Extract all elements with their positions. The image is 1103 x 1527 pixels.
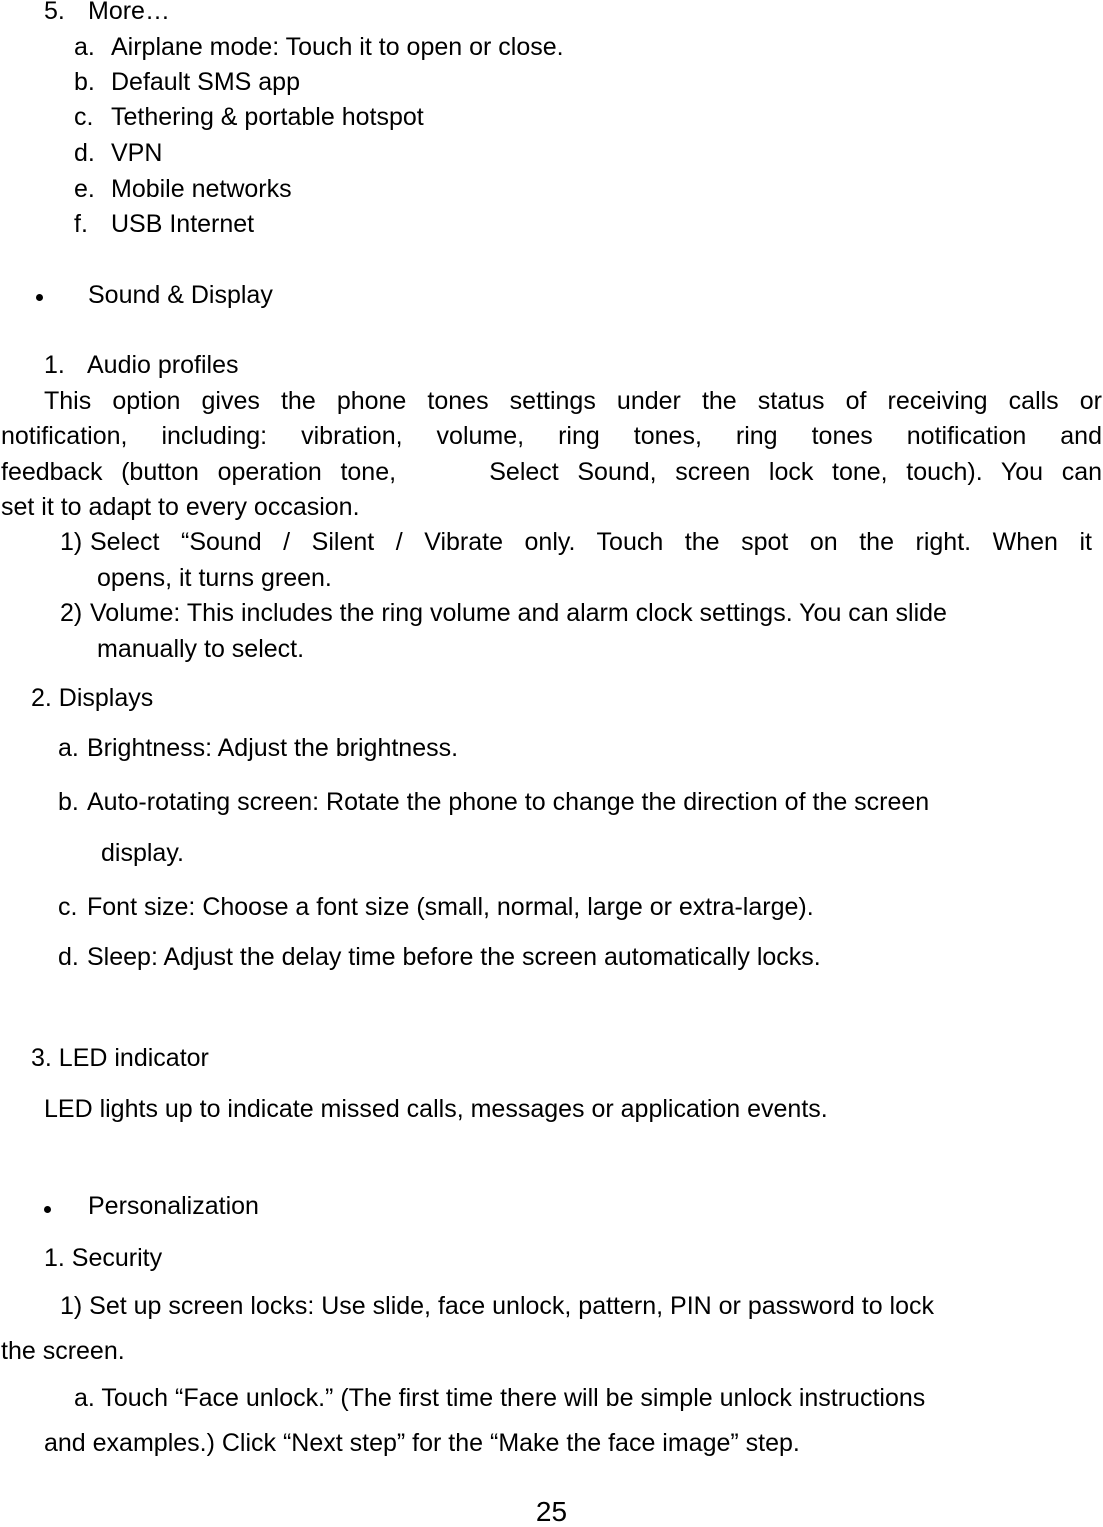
section-more-heading (44, 0, 170, 26)
item-text: Sleep: Adjust the delay time before the screen automatically locks. (87, 943, 821, 971)
face-unlock-continuation: and examples.) Click “Next step” for the “Make the face image” step. (44, 1429, 800, 1457)
bullet-icon (44, 1206, 51, 1213)
display-item-continuation: display. (101, 839, 184, 867)
page-number: 25 (535, 1496, 568, 1527)
item-label: f. (74, 210, 88, 238)
displays-heading: 2. Displays (31, 684, 154, 712)
item-text: Airplane mode: Touch it to open or close. (111, 33, 564, 61)
screen-locks-continuation: the screen. (1, 1337, 125, 1365)
audio-item (60, 598, 947, 628)
security-heading: 1. Security (44, 1244, 163, 1272)
item-text: Default SMS app (111, 68, 300, 96)
section-title: Audio profiles (87, 351, 239, 379)
item-label: b. (58, 788, 79, 816)
list-item (74, 174, 292, 204)
item-text: Mobile networks (111, 175, 292, 203)
item-text: Volume: This includes the ring volume and alarm clock settings. You can slide (90, 599, 947, 627)
audio-item (60, 527, 1092, 557)
display-item (58, 787, 929, 817)
section-title: More… (88, 0, 170, 25)
paragraph-line: notification, including: vibration, volume, ring tones, ring tones notification and (1, 422, 1102, 450)
section-heading-personalization: Personalization (88, 1192, 259, 1220)
audio-item-continuation: manually to select. (97, 635, 305, 663)
section-number: 1. (44, 351, 65, 379)
paragraph-line: feedback (button operation tone, Select Sound, screen lock tone, touch). You can (1, 458, 1102, 486)
display-item (58, 733, 458, 763)
section-number: 5. (44, 0, 65, 25)
led-heading: 3. LED indicator (31, 1044, 209, 1072)
item-label: 2) (60, 599, 83, 627)
item-label: c. (58, 893, 78, 921)
item-label: b. (74, 68, 95, 96)
item-label: a. (74, 33, 95, 61)
item-text: USB Internet (111, 210, 255, 238)
list-item (74, 67, 300, 97)
item-label: e. (74, 175, 95, 203)
item-text: Font size: Choose a font size (small, normal, large or extra-large). (87, 893, 814, 921)
item-text: Tethering & portable hotspot (111, 103, 424, 131)
item-label: 1) (60, 528, 83, 556)
paragraph-line: set it to adapt to every occasion. (1, 493, 360, 521)
led-text: LED lights up to indicate missed calls, messages or application events. (44, 1095, 828, 1123)
display-item (58, 942, 821, 972)
item-label: c. (74, 103, 94, 131)
audio-item-continuation: opens, it turns green. (97, 564, 332, 592)
item-text: VPN (111, 139, 163, 167)
paragraph-line: This option gives the phone tones settings under the status of receiving calls or (44, 387, 1102, 415)
item-text: Auto-rotating screen: Rotate the phone to change the direction of the screen (87, 788, 930, 816)
item-label: a. (58, 734, 79, 762)
audio-profiles-heading (44, 350, 238, 380)
section-heading-sound-display: Sound & Display (88, 281, 273, 309)
item-label: d. (74, 139, 95, 167)
list-item (74, 32, 564, 62)
item-text: Select “Sound / Silent / Vibrate only. Touch the spot on the right. When it (90, 528, 1092, 556)
list-item (74, 138, 162, 168)
bullet-icon (36, 294, 43, 301)
item-label: d. (58, 943, 79, 971)
face-unlock-line: a. Touch “Face unlock.” (The first time there will be simple unlock instructions (74, 1384, 926, 1412)
screen-locks-line: 1) Set up screen locks: Use slide, face unlock, pattern, PIN or password to lock (60, 1292, 935, 1320)
list-item (74, 102, 424, 132)
item-text: Brightness: Adjust the brightness. (87, 734, 459, 762)
display-item (58, 892, 814, 922)
list-item (74, 209, 254, 239)
